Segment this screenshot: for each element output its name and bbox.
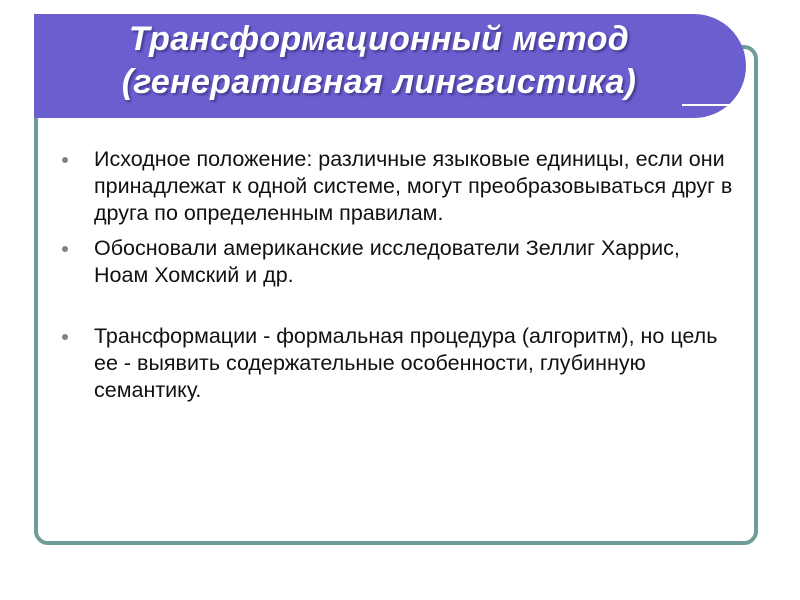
title-banner: [34, 14, 746, 118]
bullet-item: [58, 323, 738, 404]
bullet-text: Исходное положение: различные языковые единицы, если они принадлежат к одной системе, могут преобразовываться друг в друга по определенным правилам.: [94, 147, 733, 225]
bullet-item: [58, 235, 738, 289]
bullet-item: [58, 146, 738, 227]
title-line-1: Трансформационный метод: [128, 20, 630, 58]
bullet-dot-icon: [62, 334, 68, 340]
title-line-2: (генеративная лингвистика): [121, 63, 637, 101]
title-underline: [682, 104, 740, 106]
bullet-list: [58, 146, 738, 404]
bullet-dot-icon: [62, 246, 68, 252]
bullet-text: Обосновали американские исследователи Зеллиг Харрис, Ноам Хомский и др.: [94, 236, 680, 287]
bullet-text: Трансформации - формальная процедура (алгоритм), но цель ее - выявить содержательные особенности, глубинную семантику.: [94, 324, 718, 402]
bullet-dot-icon: [62, 157, 68, 163]
